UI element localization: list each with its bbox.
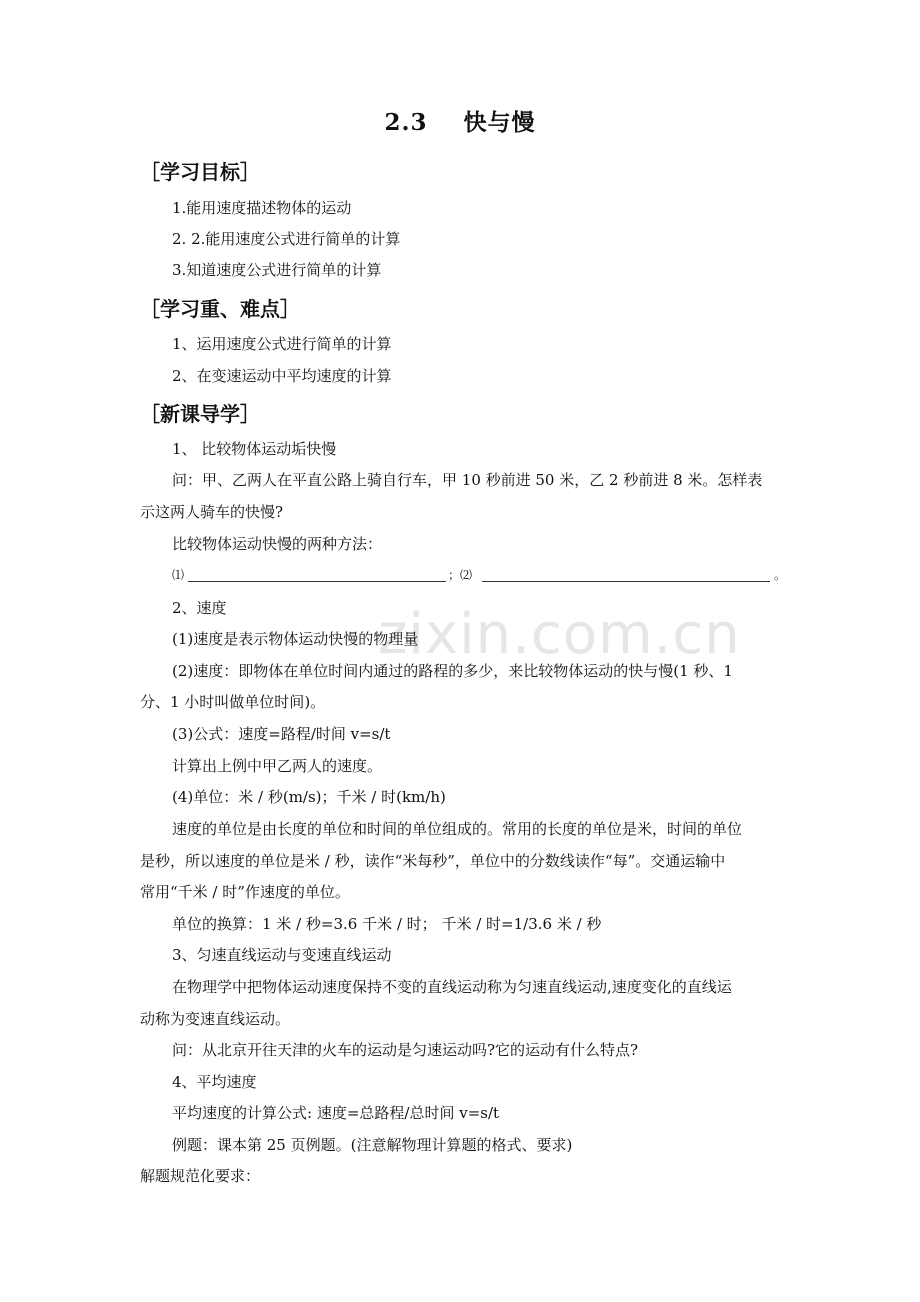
motion-definition: 在物理学中把物体运动速度保持不变的直线运动称为匀速直线运动,速度变化的直线运 (172, 978, 732, 996)
keypoint-item: 2、在变速运动中平均速度的计算 (172, 367, 392, 385)
fill-in-blanks (172, 566, 792, 586)
blank-2-line (482, 581, 770, 582)
train-question: 问：从北京开往天津的火车的运动是匀速运动吗?它的运动有什么特点? (172, 1041, 639, 1059)
blank-1-label: ⑴ (172, 568, 185, 582)
speed-formula: (3)公式：速度=路程/时间 v=s/t (172, 725, 391, 743)
keypoints-heading: ［学习重、难点］ (140, 297, 300, 321)
section-1-question: 问：甲、乙两人在平直公路上骑自行车，甲 10 秒前进 50 米，乙 2 秒前进 8 米。怎样表 (172, 471, 763, 489)
unit-paragraph: 速度的单位是由长度的单位和时间的单位组成的。常用的长度的单位是米，时间的单位 (172, 820, 743, 838)
speed-units: (4)单位：米 / 秒(m/s)；千米 / 时(km/h) (172, 788, 446, 806)
blank-end: 。 (774, 568, 787, 582)
speed-explanation: (2)速度：即物体在单位时间内通过的路程的多少，来比较物体运动的快与慢(1 秒、1 (172, 662, 733, 680)
solution-requirements: 解题规范化要求： (140, 1167, 261, 1185)
section-1-question-cont: 示这两人骑车的快慢? (140, 503, 284, 521)
goal-item: 1.能用速度描述物体的运动 (172, 199, 352, 217)
goal-item: 3.知道速度公式进行简单的计算 (172, 261, 382, 279)
section-3-title: 3、匀速直线运动与变速直线运动 (172, 946, 392, 964)
motion-definition-cont: 动称为变速直线运动。 (140, 1010, 291, 1028)
title-number: 2.3 (384, 109, 428, 136)
unit-paragraph-cont: 是秒，所以速度的单位是米 / 秒，读作“米每秒”，单位中的分数线读作“每”。交通运输中 (140, 852, 726, 870)
speed-explanation-cont: 分、1 小时叫做单位时间)。 (140, 693, 326, 711)
section-1-methods: 比较物体运动快慢的两种方法： (172, 535, 383, 553)
page-title (0, 104, 920, 137)
speed-definition: (1)速度是表示物体运动快慢的物理量 (172, 630, 419, 648)
guide-heading: ［新课导学］ (140, 402, 260, 426)
goals-heading: ［学习目标］ (140, 160, 260, 184)
blank-2-label: ；⑵ (448, 568, 473, 582)
section-4-title: 4、平均速度 (172, 1073, 257, 1091)
goal-item: 2. 2.能用速度公式进行简单的计算 (172, 230, 401, 248)
title-text: 快与慢 (463, 109, 536, 136)
speed-exercise: 计算出上例中甲乙两人的速度。 (172, 757, 383, 775)
unit-conversion: 单位的换算：1 米 / 秒=3.6 千米 / 时； 千米 / 时=1/3.6 米 / 秒 (172, 915, 602, 933)
keypoint-item: 1、运用速度公式进行简单的计算 (172, 335, 392, 353)
unit-paragraph-cont: 常用“千米 / 时”作速度的单位。 (140, 883, 350, 901)
section-2-title: 2、速度 (172, 599, 227, 617)
blank-1-line (188, 581, 446, 582)
section-1-title: 1、 比较物体运动垢快慢 (172, 440, 337, 458)
watermark: zixin.com.cn (378, 602, 741, 667)
average-speed-formula: 平均速度的计算公式: 速度=总路程/总时间 v=s/t (172, 1104, 500, 1122)
example-note: 例题：课本第 25 页例题。(注意解物理计算题的格式、要求) (172, 1136, 573, 1154)
